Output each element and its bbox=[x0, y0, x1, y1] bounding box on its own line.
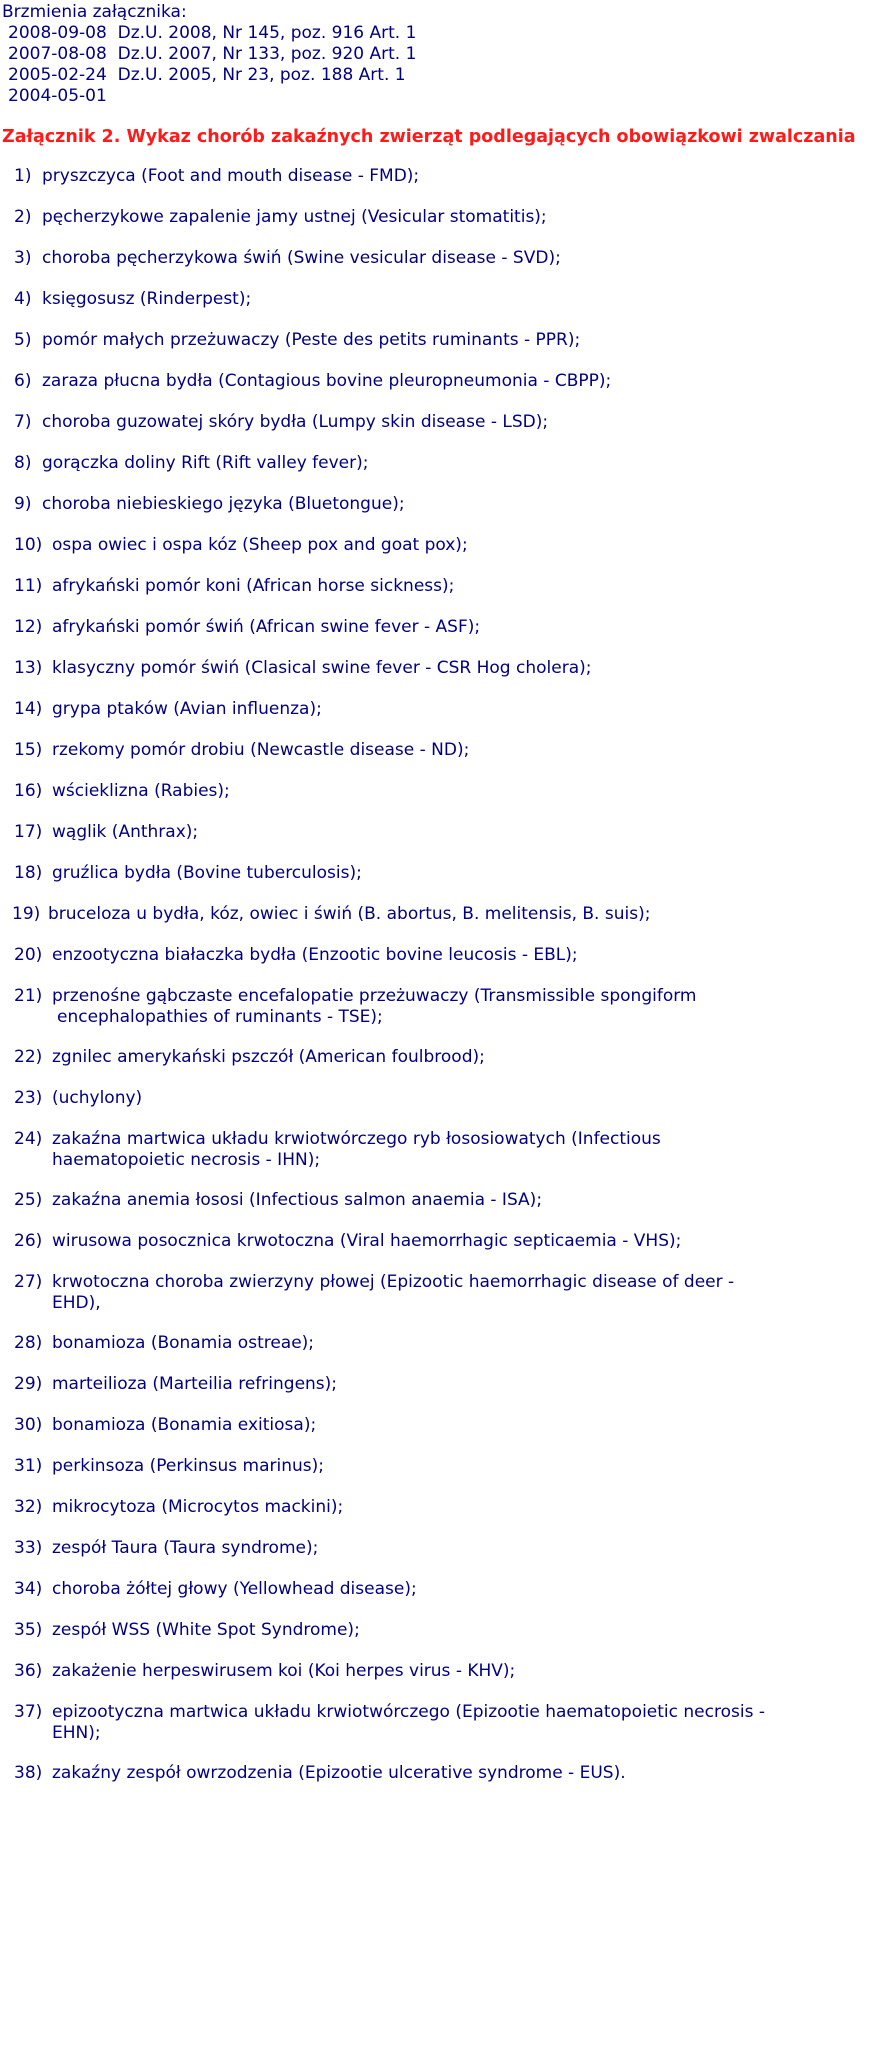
list-item-text: (uchylony) bbox=[52, 1088, 143, 1108]
list-item-number: 36) bbox=[14, 1661, 43, 1681]
list-item-number: 27) bbox=[14, 1272, 43, 1292]
list-item-text: bruceloza u bydła, kóz, owiec i świń (B. abortus, B. melitensis, B. suis); bbox=[48, 904, 651, 924]
list-item-number: 38) bbox=[14, 1763, 43, 1783]
list-item-text: krwotoczna choroba zwierzyny płowej (Epizootic haemorrhagic disease of deer - bbox=[52, 1272, 735, 1292]
list-item-text: wirusowa posocznica krwotoczna (Viral haemorrhagic septicaemia - VHS); bbox=[52, 1231, 682, 1251]
list-item-text: choroba guzowatej skóry bydła (Lumpy skin disease - LSD); bbox=[42, 412, 549, 432]
list-item-text-continuation: EHD), bbox=[52, 1293, 101, 1313]
list-item-number: 28) bbox=[14, 1333, 43, 1353]
list-item-text: afrykański pomór świń (African swine fever - ASF); bbox=[52, 617, 481, 637]
list-item-number: 4) bbox=[14, 289, 32, 309]
list-item-number: 1) bbox=[14, 166, 32, 186]
list-item-text: gorączka doliny Rift (Rift valley fever); bbox=[42, 453, 369, 473]
list-item-number: 25) bbox=[14, 1190, 43, 1210]
amendments-label: Brzmienia załącznika: bbox=[2, 2, 187, 22]
list-item-number: 16) bbox=[14, 781, 43, 801]
list-item-number: 3) bbox=[14, 248, 32, 268]
list-item-number: 11) bbox=[14, 576, 43, 596]
list-item-text: przenośne gąbczaste encefalopatie przeżuwaczy (Transmissible spongiform bbox=[52, 986, 697, 1006]
list-item-number: 35) bbox=[14, 1620, 43, 1640]
list-item-text: perkinsoza (Perkinsus marinus); bbox=[52, 1456, 324, 1476]
list-item-number: 34) bbox=[14, 1579, 43, 1599]
list-item-text: ospa owiec i ospa kóz (Sheep pox and goat pox); bbox=[52, 535, 468, 555]
list-item-number: 18) bbox=[14, 863, 43, 883]
list-item-text: księgosusz (Rinderpest); bbox=[42, 289, 252, 309]
list-item-text: epizootyczna martwica układu krwiotwórczego (Epizootie haematopoietic necrosis - bbox=[52, 1702, 765, 1722]
list-item-text: pryszczyca (Foot and mouth disease - FMD); bbox=[42, 166, 420, 186]
list-item-text: rzekomy pomór drobiu (Newcastle disease - ND); bbox=[52, 740, 470, 760]
list-item-number: 14) bbox=[14, 699, 43, 719]
amendment-row: 2008-09-08 Dz.U. 2008, Nr 145, poz. 916 Art. 1 bbox=[8, 23, 417, 43]
list-item-text: zgnilec amerykański pszczół (American foulbrood); bbox=[52, 1047, 485, 1067]
list-item-number: 2) bbox=[14, 207, 32, 227]
list-item-number: 15) bbox=[14, 740, 43, 760]
list-item-text: zakaźny zespół owrzodzenia (Epizootie ulcerative syndrome - EUS). bbox=[52, 1763, 626, 1783]
list-item-number: 32) bbox=[14, 1497, 43, 1517]
list-item-text: enzootyczna białaczka bydła (Enzootic bovine leucosis - EBL); bbox=[52, 945, 578, 965]
list-item-number: 9) bbox=[14, 494, 32, 514]
list-item-number: 5) bbox=[14, 330, 32, 350]
list-item-number: 21) bbox=[14, 986, 43, 1006]
list-item-text: choroba pęcherzykowa świń (Swine vesicular disease - SVD); bbox=[42, 248, 561, 268]
list-item-number: 26) bbox=[14, 1231, 43, 1251]
list-item-number: 7) bbox=[14, 412, 32, 432]
list-item-text: klasyczny pomór świń (Clasical swine fever - CSR Hog cholera); bbox=[52, 658, 592, 678]
list-item-text: gruźlica bydła (Bovine tuberculosis); bbox=[52, 863, 362, 883]
list-item-text: afrykański pomór koni (African horse sickness); bbox=[52, 576, 455, 596]
list-item-number: 30) bbox=[14, 1415, 43, 1435]
list-item-text-continuation: haematopoietic necrosis - IHN); bbox=[52, 1150, 321, 1170]
list-item-text: zakaźna anemia łososi (Infectious salmon anaemia - ISA); bbox=[52, 1190, 543, 1210]
list-item-text: pomór małych przeżuwaczy (Peste des petits ruminants - PPR); bbox=[42, 330, 581, 350]
list-item-text: marteilioza (Marteilia refringens); bbox=[52, 1374, 338, 1394]
list-item-text: wścieklizna (Rabies); bbox=[52, 781, 230, 801]
list-item-number: 19) bbox=[12, 904, 41, 924]
document-title: Załącznik 2. Wykaz chorób zakaźnych zwierząt podlegających obowiązkowi zwalczania bbox=[2, 127, 856, 147]
list-item-text: zakażenie herpeswirusem koi (Koi herpes virus - KHV); bbox=[52, 1661, 516, 1681]
list-item-number: 13) bbox=[14, 658, 43, 678]
list-item-number: 23) bbox=[14, 1088, 43, 1108]
list-item-number: 33) bbox=[14, 1538, 43, 1558]
amendment-row: 2005-02-24 Dz.U. 2005, Nr 23, poz. 188 Art. 1 bbox=[8, 65, 406, 85]
list-item-text: bonamioza (Bonamia exitiosa); bbox=[52, 1415, 317, 1435]
list-item-text: choroba niebieskiego języka (Bluetongue); bbox=[42, 494, 405, 514]
list-item-number: 31) bbox=[14, 1456, 43, 1476]
list-item-text: pęcherzykowe zapalenie jamy ustnej (Vesicular stomatitis); bbox=[42, 207, 547, 227]
amendment-row: 2004-05-01 bbox=[8, 86, 107, 106]
list-item-number: 8) bbox=[14, 453, 32, 473]
list-item-text: zespół WSS (White Spot Syndrome); bbox=[52, 1620, 360, 1640]
list-item-number: 37) bbox=[14, 1702, 43, 1722]
list-item-number: 12) bbox=[14, 617, 43, 637]
list-item-number: 10) bbox=[14, 535, 43, 555]
list-item-number: 29) bbox=[14, 1374, 43, 1394]
list-item-text: zespół Taura (Taura syndrome); bbox=[52, 1538, 319, 1558]
list-item-text-continuation: encephalopathies of ruminants - TSE); bbox=[57, 1007, 383, 1027]
list-item-text: mikrocytoza (Microcytos mackini); bbox=[52, 1497, 344, 1517]
list-item-number: 22) bbox=[14, 1047, 43, 1067]
list-item-text: zaraza płucna bydła (Contagious bovine pleuropneumonia - CBPP); bbox=[42, 371, 612, 391]
list-item-text-continuation: EHN); bbox=[52, 1723, 101, 1743]
list-item-text: zakaźna martwica układu krwiotwórczego ryb łososiowatych (Infectious bbox=[52, 1129, 661, 1149]
list-item-number: 20) bbox=[14, 945, 43, 965]
list-item-number: 17) bbox=[14, 822, 43, 842]
list-item-text: choroba żółtej głowy (Yellowhead disease); bbox=[52, 1579, 417, 1599]
list-item-number: 24) bbox=[14, 1129, 43, 1149]
list-item-text: bonamioza (Bonamia ostreae); bbox=[52, 1333, 315, 1353]
amendment-row: 2007-08-08 Dz.U. 2007, Nr 133, poz. 920 Art. 1 bbox=[8, 44, 417, 64]
list-item-text: wąglik (Anthrax); bbox=[52, 822, 199, 842]
list-item-number: 6) bbox=[14, 371, 32, 391]
list-item-text: grypa ptaków (Avian influenza); bbox=[52, 699, 322, 719]
